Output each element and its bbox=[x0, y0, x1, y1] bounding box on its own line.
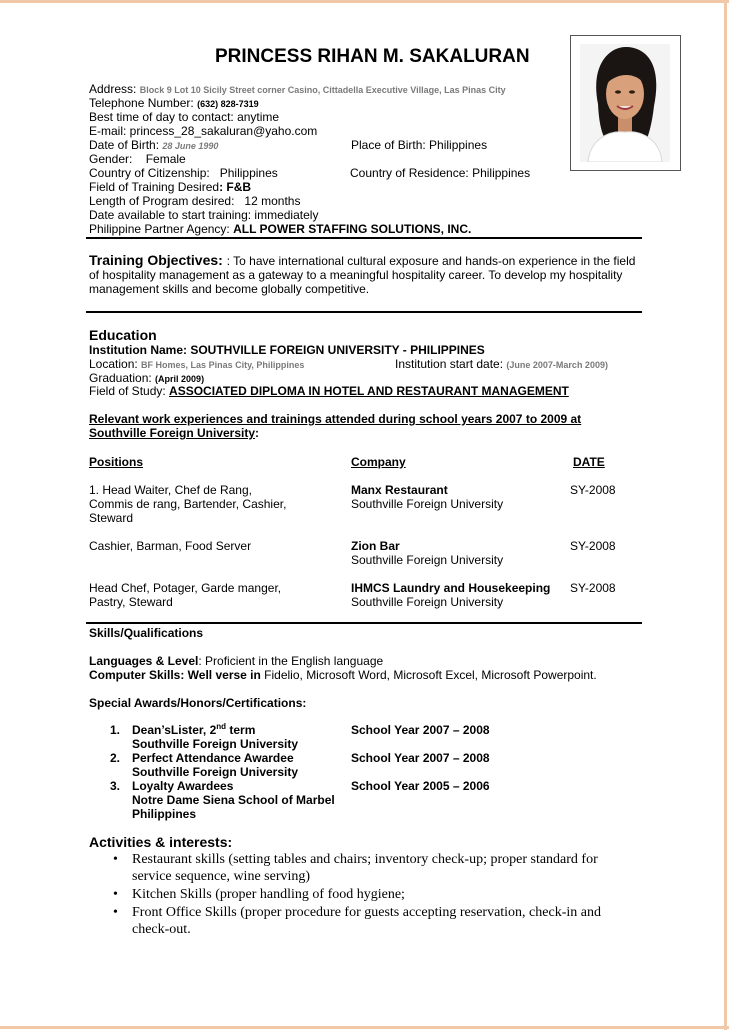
relevant-heading-colon: : bbox=[255, 426, 260, 440]
skills-heading: Skills/Qualifications bbox=[89, 626, 204, 640]
award-3-number: 3. bbox=[110, 779, 121, 793]
location-value: BF Homes, Las Pinas City, Philippines bbox=[141, 360, 305, 370]
award-2-number: 2. bbox=[110, 751, 121, 765]
location-label: Location: bbox=[89, 357, 142, 371]
start-date-value: (June 2007-March 2009) bbox=[506, 360, 608, 370]
computer-skills-label: Computer Skills: Well verse in bbox=[89, 668, 265, 682]
start-date-line: Date available to start training: immediately bbox=[89, 208, 319, 222]
address-line bbox=[89, 82, 506, 97]
agency-label: Philippine Partner Agency: bbox=[89, 222, 234, 236]
languages-label: Languages & Level bbox=[89, 654, 199, 668]
activity-bullet-2: • bbox=[113, 887, 118, 902]
objectives-line-1 bbox=[89, 253, 635, 268]
languages-value: : Proficient in the English language bbox=[198, 654, 384, 668]
activity-1-line-2: service sequence, wine serving) bbox=[132, 869, 311, 884]
pob-line: Place of Birth: Philippines bbox=[351, 138, 488, 152]
best-time-line: Best time of day to contact: anytime bbox=[89, 110, 280, 124]
row-1-date: SY-2008 bbox=[570, 483, 616, 497]
languages-line bbox=[89, 654, 383, 668]
award-1-year: School Year 2007 – 2008 bbox=[351, 723, 490, 737]
award-3-school-2: Philippines bbox=[132, 807, 197, 821]
start-date-label: Institution start date: bbox=[395, 357, 507, 371]
company-header: Company bbox=[351, 455, 406, 469]
row-2-position-1: Cashier, Barman, Food Server bbox=[89, 539, 252, 553]
award-3-school: Notre Dame Siena School of Marbel bbox=[132, 793, 335, 807]
activities-heading: Activities & interests: bbox=[89, 834, 233, 850]
gender-line: Gender: Female bbox=[89, 152, 186, 166]
training-label: Field of Training Desired bbox=[89, 180, 220, 194]
positions-header: Positions bbox=[89, 455, 144, 469]
portrait-image bbox=[580, 44, 670, 162]
objectives-line-3: management skills and become globally competitive. bbox=[89, 282, 370, 296]
graduation-label: Graduation: bbox=[89, 371, 156, 385]
row-1-school: Southville Foreign University bbox=[351, 497, 504, 511]
divider-2 bbox=[86, 311, 642, 313]
relevant-heading-1: Relevant work experiences and trainings attended during school years 2007 to 2009 at bbox=[89, 412, 582, 426]
email-line: E-mail: princess_28_sakaluran@yaho.com bbox=[89, 124, 318, 138]
activity-2-line-1: Kitchen Skills (proper handling of food hygiene; bbox=[132, 887, 405, 902]
field-of-study-line bbox=[89, 384, 569, 398]
page-border-top bbox=[0, 0, 729, 3]
award-1-superscript: nd bbox=[216, 722, 227, 731]
program-length-line: Length of Program desired: 12 months bbox=[89, 194, 301, 208]
profile-photo bbox=[570, 35, 681, 171]
objectives-heading: Training Objectives: bbox=[89, 252, 227, 268]
row-3-position-1: Head Chef, Potager, Garde manger, bbox=[89, 581, 282, 595]
training-line bbox=[89, 180, 251, 194]
resume-name: PRINCESS RIHAN M. SAKALURAN bbox=[215, 46, 530, 67]
computer-skills-line bbox=[89, 668, 597, 682]
objectives-line-2: of hospitality management as a gateway to a meaningful hospitality career. To develop my hospitality bbox=[89, 268, 623, 282]
activity-3-line-2: check-out. bbox=[132, 922, 191, 937]
computer-skills-value: Fidelio, Microsoft Word, Microsoft Excel, Microsoft Powerpoint. bbox=[264, 668, 597, 682]
training-value: : F&B bbox=[219, 180, 252, 194]
residence-line: Country of Residence: Philippines bbox=[350, 166, 531, 180]
field-label: Field of Study: bbox=[89, 384, 170, 398]
row-2-company: Zion Bar bbox=[351, 539, 400, 553]
award-2-year: School Year 2007 – 2008 bbox=[351, 751, 490, 765]
activity-3-line-1: Front Office Skills (proper procedure for guests accepting reservation, check-in and bbox=[132, 905, 601, 920]
row-3-school: Southville Foreign University bbox=[351, 595, 504, 609]
row-3-position-2: Pastry, Steward bbox=[89, 595, 173, 609]
award-1-school: Southville Foreign University bbox=[132, 737, 299, 751]
dob-label: Date of Birth: bbox=[89, 138, 163, 152]
activity-bullet-1: • bbox=[113, 852, 118, 867]
divider-1 bbox=[86, 237, 642, 239]
phone-label: Telephone Number: bbox=[89, 96, 198, 110]
award-1-title bbox=[132, 723, 255, 737]
row-1-position-3: Steward bbox=[89, 511, 134, 525]
page-border-right bbox=[724, 0, 727, 1030]
address-label: Address: bbox=[89, 82, 140, 96]
row-1-company: Manx Restaurant bbox=[351, 483, 448, 497]
page-border-bottom bbox=[0, 1026, 729, 1029]
start-date-edu-line bbox=[395, 357, 608, 372]
location-line bbox=[89, 357, 304, 372]
education-heading: Education bbox=[89, 327, 157, 343]
awards-heading: Special Awards/Honors/Certifications: bbox=[89, 696, 307, 710]
field-value: ASSOCIATED DIPLOMA IN HOTEL AND RESTAURANT MANAGEMENT bbox=[169, 384, 569, 398]
activity-bullet-3: • bbox=[113, 905, 118, 920]
graduation-value: (April 2009) bbox=[155, 374, 205, 384]
relevant-heading-2 bbox=[89, 426, 259, 440]
award-3-title: Loyalty Awardees bbox=[132, 779, 234, 793]
objectives-text-1: : To have international cultural exposure and hands-on experience in the field bbox=[226, 254, 636, 268]
row-1-position-2: Commis de rang, Bartender, Cashier, bbox=[89, 497, 287, 511]
agency-value: ALL POWER STAFFING SOLUTIONS, INC. bbox=[233, 222, 472, 236]
divider-3 bbox=[86, 622, 642, 624]
award-1-title-text: Dean’sLister, 2 bbox=[132, 723, 217, 737]
phone-value: (632) 828-7319 bbox=[197, 99, 259, 109]
row-1-position-1: 1. Head Waiter, Chef de Rang, bbox=[89, 483, 252, 497]
relevant-heading-university: Southville Foreign University bbox=[89, 426, 256, 440]
phone-line bbox=[89, 96, 259, 111]
address-value: Block 9 Lot 10 Sicily Street corner Casino, Cittadella Executive Village, Las Pinas City bbox=[139, 85, 506, 95]
institution-line: Institution Name: SOUTHVILLE FOREIGN UNIVERSITY - PHILIPPINES bbox=[89, 343, 485, 357]
row-3-company: IHMCS Laundry and Housekeeping bbox=[351, 581, 551, 595]
citizenship-line: Country of Citizenship: Philippines bbox=[89, 166, 278, 180]
date-header: DATE bbox=[573, 455, 605, 469]
dob-line bbox=[89, 138, 218, 153]
row-3-date: SY-2008 bbox=[570, 581, 616, 595]
dob-value: 28 June 1990 bbox=[162, 141, 219, 151]
award-3-year: School Year 2005 – 2006 bbox=[351, 779, 490, 793]
award-1-number: 1. bbox=[110, 723, 121, 737]
award-1-title-suffix: term bbox=[226, 723, 256, 737]
row-2-school: Southville Foreign University bbox=[351, 553, 504, 567]
award-2-school: Southville Foreign University bbox=[132, 765, 299, 779]
row-2-date: SY-2008 bbox=[570, 539, 616, 553]
activity-1-line-1: Restaurant skills (setting tables and chairs; inventory check-up; proper standard for bbox=[132, 852, 598, 867]
agency-line bbox=[89, 222, 471, 236]
award-2-title: Perfect Attendance Awardee bbox=[132, 751, 294, 765]
